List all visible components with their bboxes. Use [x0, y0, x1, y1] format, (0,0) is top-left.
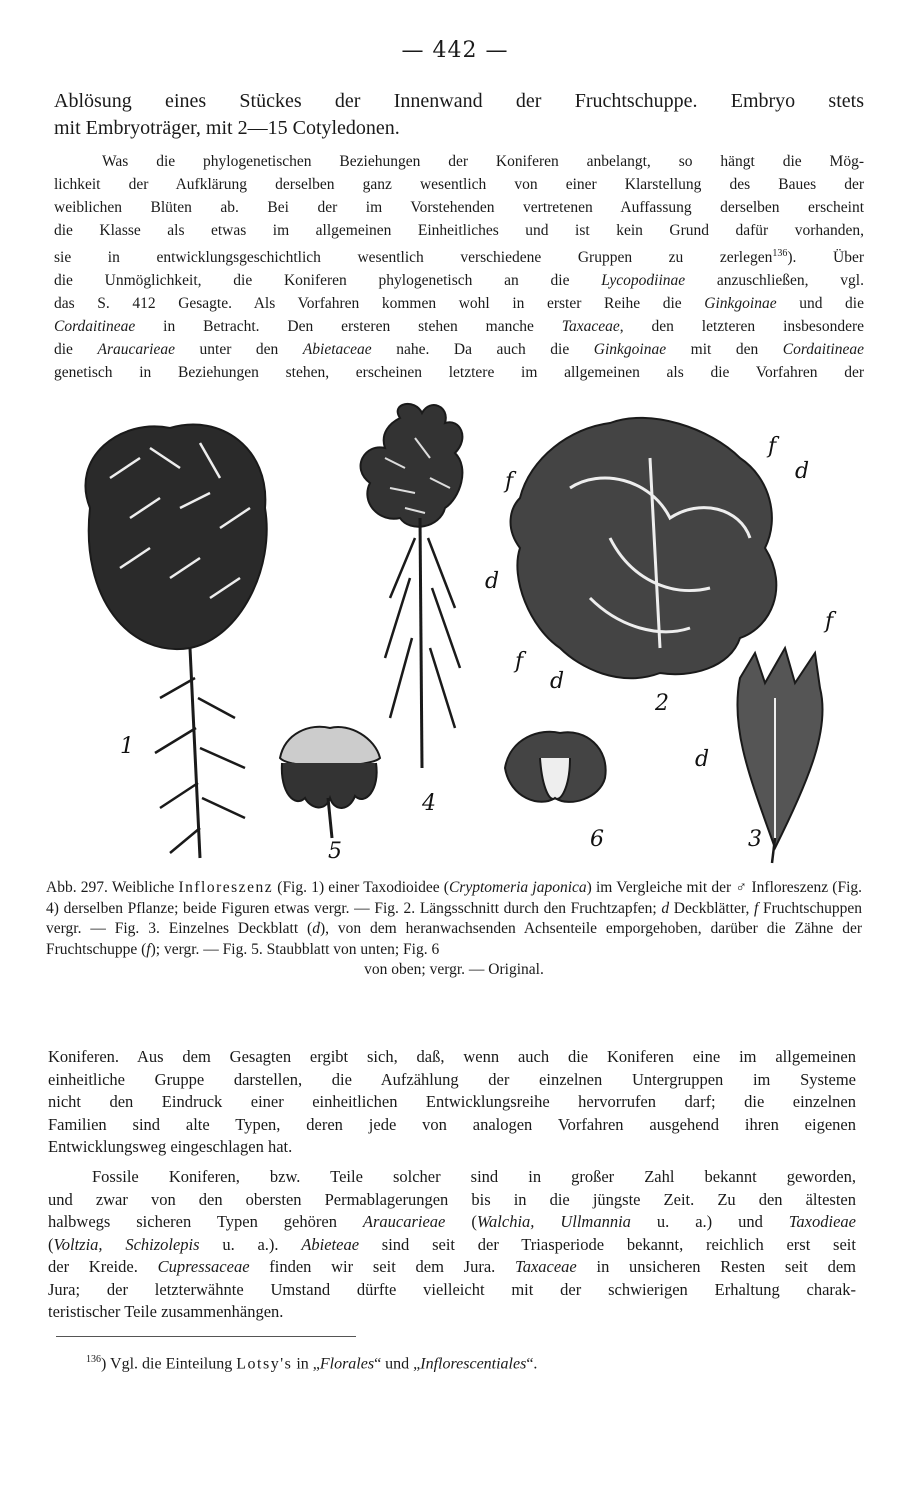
- text-fragment: , den letzteren insbesondere: [619, 318, 864, 336]
- text-fragment: anzuschließen, vgl.: [685, 272, 864, 290]
- figure-label-d: d: [695, 747, 710, 772]
- text-fragment: sie in entwicklungsgeschichtlich wesentlich verschiedene Gruppen zu zerlegen: [54, 249, 773, 267]
- taxon-name: Abieteae: [301, 1234, 360, 1254]
- figure-label-f: f: [505, 469, 514, 494]
- taxon-name: Taxaceae: [515, 1257, 577, 1276]
- text-line: Koniferen. Aus dem Gesagten ergibt sich, daß, wenn auch die Koniferen eine im allgemeinen: [48, 1047, 856, 1066]
- page-number: — 442 —: [401, 38, 509, 63]
- text-fragment: die: [54, 341, 98, 359]
- text-fragment: die Unmöglichkeit, die Koniferen phylogenetisch an die: [54, 272, 602, 290]
- footnote-ref: 136: [772, 248, 788, 259]
- text-fragment: (: [445, 1212, 477, 1231]
- caption-text: Fruchtschuppen vergr. — Fig. 3. Einzelnes Deckblatt (: [46, 899, 862, 937]
- text-line: weiblichen Blüten ab. Bei der im Vorstehenden vertretenen Auffassung derselben erscheint: [54, 199, 864, 216]
- species-name: Cryptomeria japonica: [448, 879, 587, 896]
- text-fragment: nahe. Da auch die: [371, 341, 594, 359]
- caption-text: ); vergr. — Fig. 5. Staubblatt von unten; Fig. 6: [150, 940, 440, 958]
- footnote-text: “ und „: [374, 1355, 421, 1373]
- text-fragment: der Kreide.: [48, 1257, 158, 1276]
- taxon-name: Cordaitineae: [54, 318, 136, 336]
- figure-label-2: 2: [655, 691, 669, 716]
- text-fragment: ). Über: [787, 249, 864, 267]
- figure-5-stamen: [280, 727, 380, 838]
- male-symbol: ♂: [735, 879, 748, 896]
- text-line: [54, 338, 864, 361]
- text-line: Was die phylogenetischen Beziehungen der Koniferen anbelangt, so hängt die Mög-: [102, 153, 864, 170]
- text-line: [54, 242, 864, 269]
- figure-label-3: 3: [748, 827, 762, 852]
- text-line: [54, 269, 864, 292]
- caption-text: ) im Vergleiche mit der: [586, 879, 736, 896]
- figure-label-f: f: [768, 434, 777, 459]
- top-paragraph: [54, 88, 864, 142]
- text-fragment: finden wir seit dem Jura.: [249, 1257, 516, 1276]
- text-fragment: unter den: [174, 341, 303, 359]
- taxon-group: Inflorescentiales: [420, 1355, 527, 1373]
- taxon-group: Florales: [319, 1355, 375, 1373]
- figure-caption: [46, 878, 862, 981]
- caption-letter-d: d: [312, 920, 320, 937]
- text-line: [54, 315, 864, 338]
- taxon-name: Ginkgoinae: [704, 295, 777, 313]
- caption-last-line: von oben; vergr. — Original.: [364, 961, 544, 978]
- text-fragment: u. a.).: [199, 1234, 302, 1254]
- text-fragment: das S. 412 Gesagte. Als Vorfahren kommen wohl in erster Reihe die: [54, 295, 705, 313]
- text-fragment: halbwegs sicheren Typen gehören: [48, 1212, 363, 1231]
- text-line: [48, 1256, 856, 1279]
- text-fragment: und die: [776, 295, 864, 313]
- text-line: genetisch in Beziehungen stehen, erscheinen letztere im allgemeinen als die Vorfahren der: [54, 364, 864, 382]
- taxon-name: Araucarieae: [362, 1212, 446, 1231]
- figure-2-longitudinal-section: [511, 418, 777, 678]
- taxon-name: Cupressaceae: [157, 1257, 250, 1276]
- figure-label-5: 5: [328, 839, 342, 864]
- text-line: Jura; der letzterwähnte Umstand dürfte vielleicht mit der schwierigen Erhaltung charak-: [48, 1279, 856, 1299]
- taxon-name: Taxodieae: [788, 1212, 856, 1231]
- taxon-name: Taxaceae: [561, 318, 620, 336]
- footnote-number: 136: [86, 1354, 101, 1365]
- figure-label-d: d: [550, 669, 565, 694]
- footnote-text: ) Vgl. die Einteilung: [101, 1355, 237, 1373]
- figure-4-inflorescence: [361, 404, 463, 768]
- lower-paragraph-2: [48, 1166, 856, 1324]
- text-fragment: sind seit der Triasperiode bekannt, reichlich erst seit: [359, 1234, 856, 1254]
- text-line: Ablösung eines Stückes der Innenwand der Fruchtschuppe. Embryo stets: [54, 90, 864, 112]
- taxon-name: Araucarieae: [97, 341, 175, 359]
- caption-letter-f: f: [754, 899, 759, 917]
- caption-text: (Fig. 1) einer Taxodioidee (: [273, 879, 449, 896]
- caption-text: Weibliche: [107, 879, 179, 896]
- text-line: und zwar von den obersten Permablagerungen bis in die jüngste Zeit. Zu den ältesten: [48, 1189, 856, 1209]
- small-paragraph: [54, 150, 864, 384]
- lower-paragraph-1: [48, 1046, 856, 1159]
- text-line: teristischer Teile zusammenhängen.: [48, 1302, 284, 1321]
- caption-letter-d: d: [661, 899, 670, 917]
- taxon-name: Voltzia, Schizolepis: [53, 1234, 200, 1254]
- figure-label-d: d: [485, 569, 500, 594]
- text-line: Familien sind alte Typen, deren jede von analogen Vorfahren ausgehend ihren eigenen: [48, 1114, 856, 1134]
- text-line: nicht den Eindruck einer einheitlichen Entwicklungsreihe hervorrufen darf; die einzelnen: [48, 1092, 856, 1111]
- caption-text: Deckblätter,: [669, 899, 754, 917]
- figure-label-f: f: [825, 609, 834, 634]
- text-line: lichkeit der Aufklärung derselben ganz wesentlich von einer Klarstellung des Baues der: [54, 176, 864, 193]
- taxon-name: Ginkgoinae: [593, 341, 667, 359]
- text-fragment: in unsicheren Resten seit dem: [576, 1257, 856, 1276]
- text-line: [48, 1211, 856, 1234]
- text-line: Entwicklungsweg eingeschlagen hat.: [48, 1137, 293, 1156]
- footnote-text: in „: [292, 1355, 320, 1373]
- author-name: Lotsy's: [236, 1355, 293, 1373]
- text-fragment: u. a.) und: [630, 1212, 789, 1231]
- footnote: [86, 1354, 846, 1373]
- figure-6-stamen: [505, 732, 606, 802]
- taxon-name: Cordaitineae: [782, 341, 864, 359]
- text-fragment: (: [48, 1234, 54, 1254]
- caption-letter-f: f: [146, 940, 151, 958]
- botanical-figure: [50, 398, 870, 868]
- caption-infloreszenz: Infloreszenz: [178, 879, 274, 896]
- text-line: mit Embryoträger, mit 2—15 Cotyledonen.: [54, 117, 400, 139]
- figure-label-4: 4: [422, 791, 436, 816]
- caption-abb: Abb. 297.: [46, 879, 108, 896]
- text-fragment: in Betracht. Den ersteren stehen manche: [163, 318, 562, 336]
- text-fragment: mit den: [666, 341, 783, 359]
- text-line: [48, 1234, 856, 1257]
- figure-label-d: d: [795, 459, 810, 484]
- caption-text: ), von dem heranwachsenden Achsenteile emporgehoben, darüber die Zähne der Fruchtschuppe (: [46, 920, 862, 958]
- figure-label-f: f: [515, 649, 524, 674]
- caption-text: Infloreszenz (Fig. 4) derselben Pflanze; beide Figuren etwas vergr. — Fig. 2. Längsschnitt durch den Fruchtzapfen;: [46, 879, 863, 917]
- text-line: einheitliche Gruppe darstellen, die Aufzählung der einzelnen Untergruppen im Systeme: [48, 1069, 856, 1089]
- taxon-name: Lycopodiinae: [601, 272, 686, 290]
- figure-label-1: 1: [120, 734, 134, 759]
- figure-label-6: 6: [590, 827, 604, 852]
- taxon-name: Abietaceae: [302, 341, 372, 359]
- text-line: [54, 292, 864, 315]
- text-line: die Klasse als etwas im allgemeinen Einheitliches und ist kein Grund dafür vorhanden,: [54, 222, 864, 239]
- footnote-rule: [56, 1336, 356, 1337]
- text-line: Fossile Koniferen, bzw. Teile solcher sind in großer Zahl bekannt geworden,: [92, 1167, 856, 1186]
- taxon-name: Walchia, Ullmannia: [476, 1212, 631, 1231]
- figure-1-inflorescence: [85, 425, 266, 858]
- footnote-text: “.: [526, 1355, 538, 1373]
